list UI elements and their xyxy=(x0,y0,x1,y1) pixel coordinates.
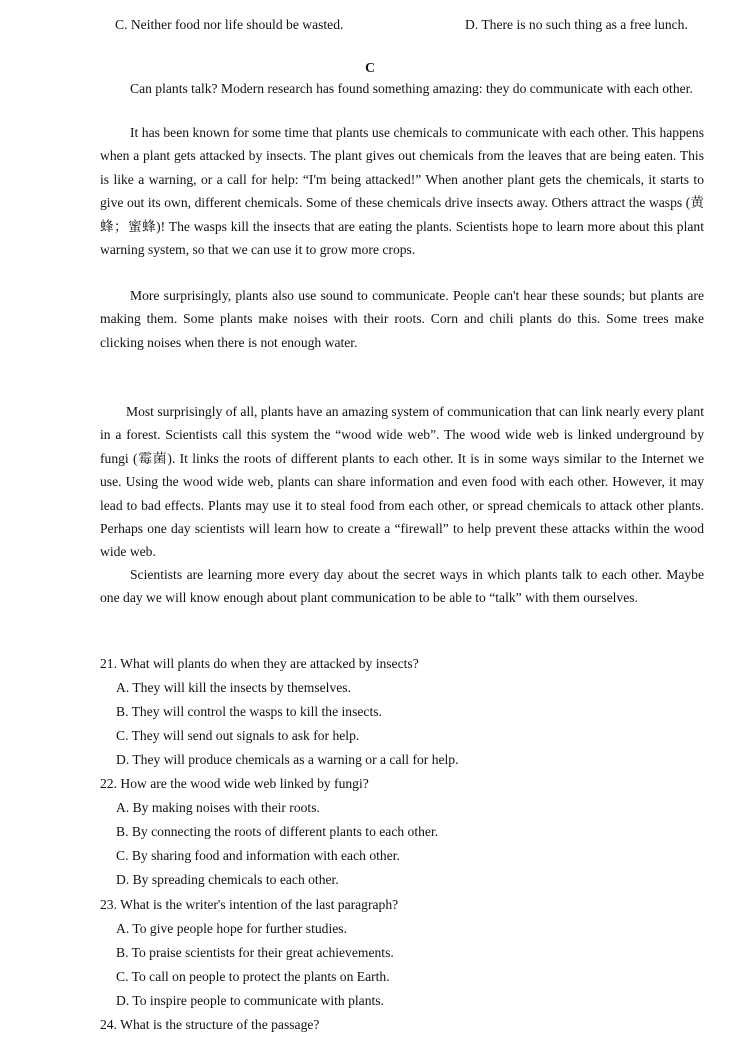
question-stem: 22. How are the wood wide web linked by fungi? xyxy=(100,776,369,791)
answer-option: D. By spreading chemicals to each other. xyxy=(116,872,339,888)
paragraph-text: More surprisingly, plants also use sound to communicate. People can't hear these sounds; but plants are making them. Some plants make noises with their roots. Corn and chili plants do this. Some trees make clicking noises when there is not enough water. xyxy=(100,288,704,350)
option-d: D. There is no such thing as a free lunch. xyxy=(465,17,688,32)
passage-paragraph-1 xyxy=(100,77,704,100)
option-c: C. Neither food nor life should be wasted. xyxy=(115,17,344,32)
question-21 xyxy=(100,652,704,772)
section-label: C xyxy=(365,60,375,75)
answer-option: D. They will produce chemicals as a warning or a call for help. xyxy=(116,752,459,768)
question-stem: 24. What is the structure of the passage? xyxy=(100,1017,320,1032)
paragraph-text: It has been known for some time that plants use chemicals to communicate with each other. This happens when a plant gets attacked by insects. The plant gives out chemicals from the leaves that are being eaten. This is like a warning, or a call for help: “I'm being attacked!” When another plant gets the chemicals, it starts to give out its own, different chemicals. Some of these chemicals drive insects away. Others attract the wasps (黄蜂；蜜蜂)! The wasps kill the insects that are eating the plants. Scientists hope to learn more about this plant warning system, so that we can use it to grow more crops. xyxy=(100,125,704,258)
passage-paragraph-2 xyxy=(100,121,704,261)
paragraph-text: Scientists are learning more every day about the secret ways in which plants talk to each other. Maybe one day we will know enough about plant communication to be able to “talk” with them ourselves. xyxy=(100,567,704,606)
paragraph-text: Can plants talk? Modern research has found something amazing: they do communicate with each other. xyxy=(130,81,693,96)
answer-option: B. To praise scientists for their great achievements. xyxy=(116,945,394,961)
answer-option: C. They will send out signals to ask for help. xyxy=(116,728,360,744)
question-stem: 23. What is the writer's intention of the last paragraph? xyxy=(100,897,399,912)
answer-option: A. They will kill the insects by themselves. xyxy=(116,680,351,696)
previous-question-options xyxy=(115,13,715,37)
answer-option: D. To inspire people to communicate with plants. xyxy=(116,993,384,1009)
question-22 xyxy=(100,772,704,892)
question-24 xyxy=(100,1013,704,1037)
answer-option: A. By making noises with their roots. xyxy=(116,800,320,816)
passage-paragraph-3 xyxy=(100,284,704,354)
answer-option: C. To call on people to protect the plants on Earth. xyxy=(116,969,390,985)
passage-paragraph-4 xyxy=(100,400,704,564)
question-23 xyxy=(100,893,704,1013)
passage-paragraph-5 xyxy=(100,563,704,610)
answer-option: A. To give people hope for further studies. xyxy=(116,921,347,937)
answer-option: B. They will control the wasps to kill the insects. xyxy=(116,704,382,720)
answer-option: B. By connecting the roots of different plants to each other. xyxy=(116,824,439,840)
answer-option: C. By sharing food and information with each other. xyxy=(116,848,400,864)
paragraph-text: Most surprisingly of all, plants have an amazing system of communication that can link nearly every plant in a forest. Scientists call this system the “wood wide web”. The wood wide web is linked underground by fungi (霉菌). It links the roots of different plants to each other. It is in some ways similar to the Internet we use. Using the wood wide web, plants can share information and even food with each other. However, it may lead to bad effects. Plants may use it to steal food from each other, or spread chemicals to attack other plants. Perhaps one day scientists will learn how to create a “firewall” to help prevent these attacks within the wood wide web. xyxy=(100,404,704,560)
question-stem: 21. What will plants do when they are attacked by insects? xyxy=(100,656,419,671)
